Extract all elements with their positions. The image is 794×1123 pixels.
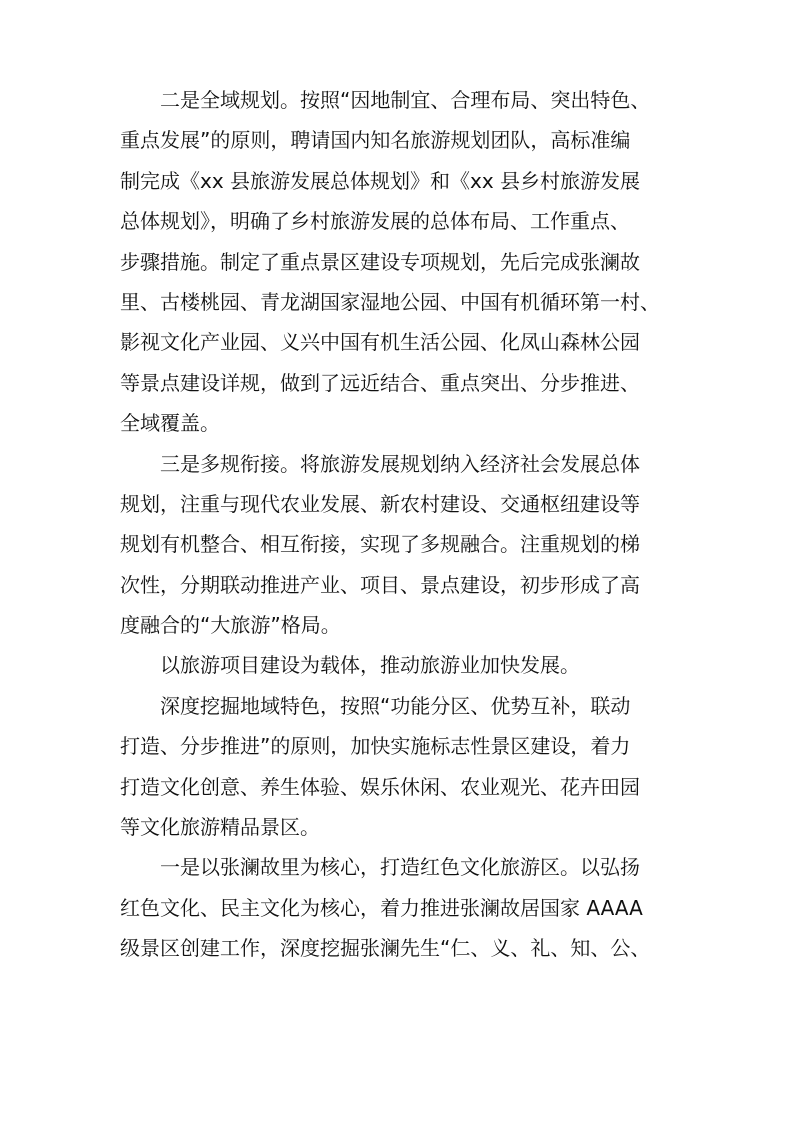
text-line: 重点发展”的原则，聘请国内知名旅游规划团队，高标准编: [120, 128, 631, 153]
text-line: 里、古楼桃园、青龙湖国家湿地公园、中国有机循环第一村、: [120, 289, 660, 314]
text-line: 二是全域规划。按照“因地制宜、合理布局、突出特色、: [160, 88, 651, 112]
text-line: 规划，注重与现代农业发展、新农村建设、交通枢纽建设等: [120, 491, 640, 516]
text-line: 以旅游项目建设为载体，推动旅游业加快发展。: [160, 653, 580, 678]
text-line: 总体规划》，明确了乡村旅游发展的总体布局、工作重点、: [120, 209, 630, 234]
text-line: 影视文化产业园、义兴中国有机生活公园、化凤山森林公园: [120, 330, 640, 355]
text-line: 等文化旅游精品景区。: [120, 815, 320, 840]
text-line: 打造文化创意、养生体验、娱乐休闲、农业观光、花卉田园: [120, 774, 640, 799]
text-line: 深度挖掘地域特色，按照“功能分区、优势互补，联动: [160, 693, 631, 718]
document-body: [120, 80, 680, 969]
text-line: 级景区创建工作，深度挖掘张澜先生“仁、义、礼、知、公、: [120, 936, 651, 961]
text-line: 三是多规衔接。将旅游发展规划纳入经济社会发展总体: [160, 451, 640, 476]
text-line: 全域覆盖。: [120, 411, 220, 436]
text-line: 度融合的“大旅游”格局。: [120, 613, 341, 638]
text-line: 次性，分期联动推进产业、项目、景点建设，初步形成了高: [120, 572, 640, 597]
paragraph-section-heading: [120, 645, 680, 685]
text-line: 步骤措施。制定了重点景区建设专项规划，先后完成张澜故: [120, 249, 640, 274]
paragraph-regional-features: [120, 686, 680, 848]
text-line: 红色文化、民主文化为核心，着力推进张澜故居国家 AAAA: [120, 895, 643, 920]
text-line: 一是以张澜故里为核心，打造红色文化旅游区。以弘扬: [160, 855, 640, 880]
paragraph-multi-plan-integration: [120, 444, 680, 646]
paragraph-red-culture-zone: [120, 847, 680, 968]
text-line: 规划有机整合、相互衔接，实现了多规融合。注重规划的梯: [120, 532, 640, 557]
text-line: 制完成《xx 县旅游发展总体规划》和《xx 县乡村旅游发展: [120, 168, 641, 193]
paragraph-comprehensive-planning: [120, 80, 680, 444]
text-line: 打造、分步推进”的原则，加快实施标志性景区建设，着力: [120, 734, 631, 759]
text-line: 等景点建设详规，做到了远近结合、重点突出、分步推进、: [120, 370, 640, 395]
